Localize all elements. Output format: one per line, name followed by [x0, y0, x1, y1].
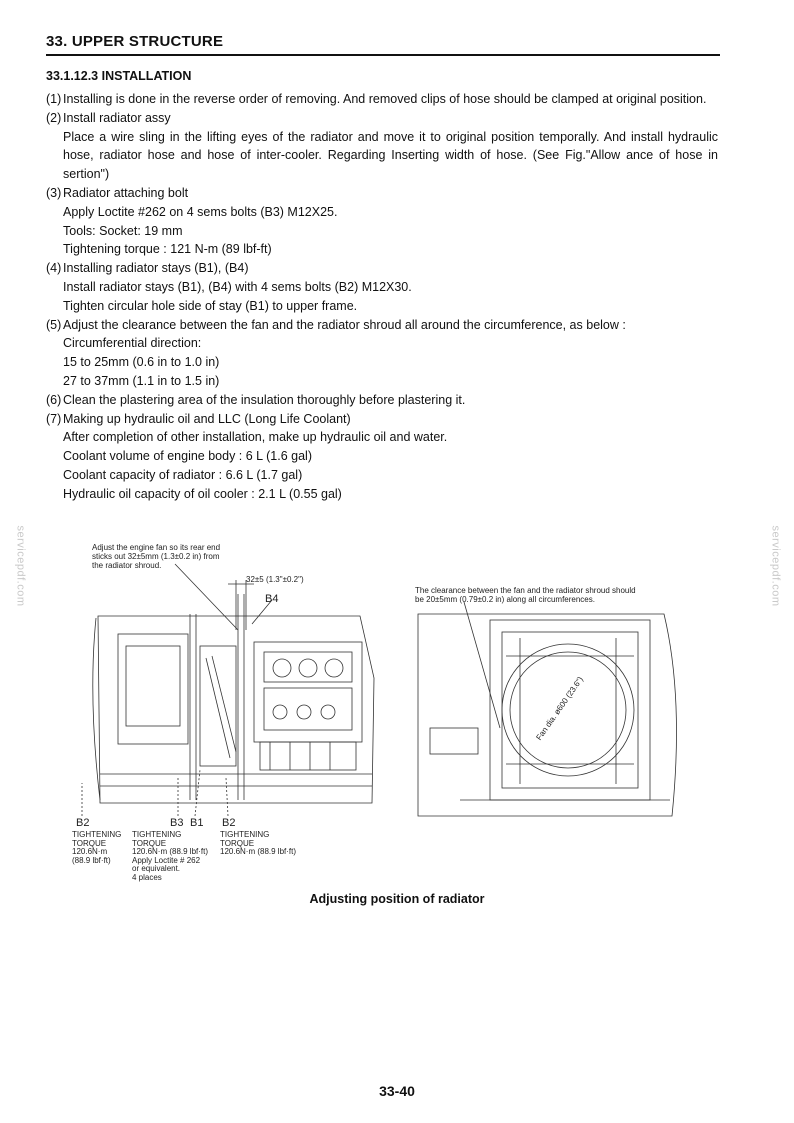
- step-number: (3): [46, 185, 62, 200]
- figure-caption: Adjusting position of radiator: [309, 892, 485, 906]
- chapter-title: 33. UPPER STRUCTURE: [46, 33, 224, 50]
- step-text: Install radiator assy: [63, 110, 171, 125]
- step-text: Install radiator stays (B1), (B4) with 4 sems bolts (B2) M12X30.: [63, 279, 412, 294]
- step-text: 15 to 25mm (0.6 in to 1.0 in): [63, 355, 220, 370]
- step-text: Radiator attaching bolt: [63, 185, 189, 200]
- label-b2-left: B2: [76, 817, 90, 829]
- step-text: Coolant capacity of radiator : 6.6 L (1.7 gal): [63, 467, 303, 482]
- watermark-left: servicepdf.com: [14, 525, 27, 607]
- torque-spec-b2-left: TIGHTENING TORQUE 120.6N·m (88.9 lbf·ft): [72, 830, 122, 865]
- label-b3: B3: [170, 817, 184, 829]
- step-number: (7): [46, 411, 62, 426]
- label-b2-right: B2: [222, 817, 236, 829]
- step-text: Installing is done in the reverse order of removing. And removed clips of hose should be clamped at original position.: [63, 92, 707, 106]
- step-text: Tools: Socket: 19 mm: [63, 223, 183, 238]
- step-text: Apply Loctite #262 on 4 sems bolts (B3) M12X25.: [63, 204, 338, 219]
- watermark-right: servicepdf.com: [769, 525, 782, 607]
- clearance-note: The clearance between the fan and the radiator shroud should be 20±5mm (0.79±0.2 in) along all circumferences.: [415, 586, 636, 604]
- step-text: Tighten circular hole side of stay (B1) to upper frame.: [63, 298, 358, 313]
- step-item: [46, 184, 718, 259]
- step-text: Tightening torque : 121 N-m (89 lbf-ft): [63, 242, 272, 257]
- section-title: 33.1.12.3 INSTALLATION: [46, 69, 192, 83]
- step-text: Making up hydraulic oil and LLC (Long Life Coolant): [63, 411, 351, 426]
- step-text: Clean the plastering area of the insulation thoroughly before plastering it.: [63, 392, 466, 407]
- step-text: Hydraulic oil capacity of oil cooler : 2.1 L (0.55 gal): [63, 486, 342, 501]
- step-number: (4): [46, 261, 62, 276]
- dimension-label: 32±5 (1.3"±0.2"): [246, 575, 304, 584]
- step-text: Circumferential direction:: [63, 336, 202, 351]
- page-header: [46, 33, 720, 50]
- label-b4: B4: [265, 593, 279, 605]
- step-text: After completion of other installation, make up hydraulic oil and water.: [63, 430, 448, 445]
- step-item: [46, 90, 718, 109]
- torque-spec-b2-right: TIGHTENING TORQUE 120.6N·m (88.9 lbf·ft): [220, 830, 297, 857]
- step-number: (5): [46, 317, 62, 332]
- step-item: [46, 109, 718, 184]
- step-number: (6): [46, 392, 62, 407]
- step-item: [46, 410, 718, 504]
- engine-fan-note: Adjust the engine fan so its rear end sticks out 32±5mm (1.3±0.2 in) from the radiator shroud.: [92, 543, 221, 570]
- header-divider: [46, 54, 720, 56]
- step-number: (1): [46, 92, 62, 106]
- step-item: [46, 316, 718, 391]
- radiator-figure: [60, 538, 740, 898]
- page-number: 33-40: [379, 1083, 415, 1099]
- step-item: [46, 259, 718, 315]
- step-text: Place a wire sling in the lifting eyes of the radiator and move it to original position temporally. And install hydraulic hose, radiator hose and hose of inter-cooler. Regarding Inserting width of hose. (See Fig."Allow ance of hose in sertion"): [63, 129, 718, 182]
- fan-diameter-label: Fan dia. ø600 (23.6"): [534, 675, 585, 742]
- step-item: [46, 391, 718, 410]
- step-text: Adjust the clearance between the fan and the radiator shroud all around the circumference, as below :: [63, 317, 626, 332]
- torque-spec-b3: TIGHTENING TORQUE 120.6N·m (88.9 lbf·ft) Apply Loctite # 262 or equivalent. 4 places: [132, 830, 209, 882]
- step-text: Installing radiator stays (B1), (B4): [63, 261, 249, 276]
- step-text: Coolant volume of engine body : 6 L (1.6 gal): [63, 449, 312, 464]
- step-text: 27 to 37mm (1.1 in to 1.5 in): [63, 373, 220, 388]
- installation-steps: [46, 90, 718, 504]
- step-number: (2): [46, 110, 62, 125]
- label-b1: B1: [190, 817, 204, 829]
